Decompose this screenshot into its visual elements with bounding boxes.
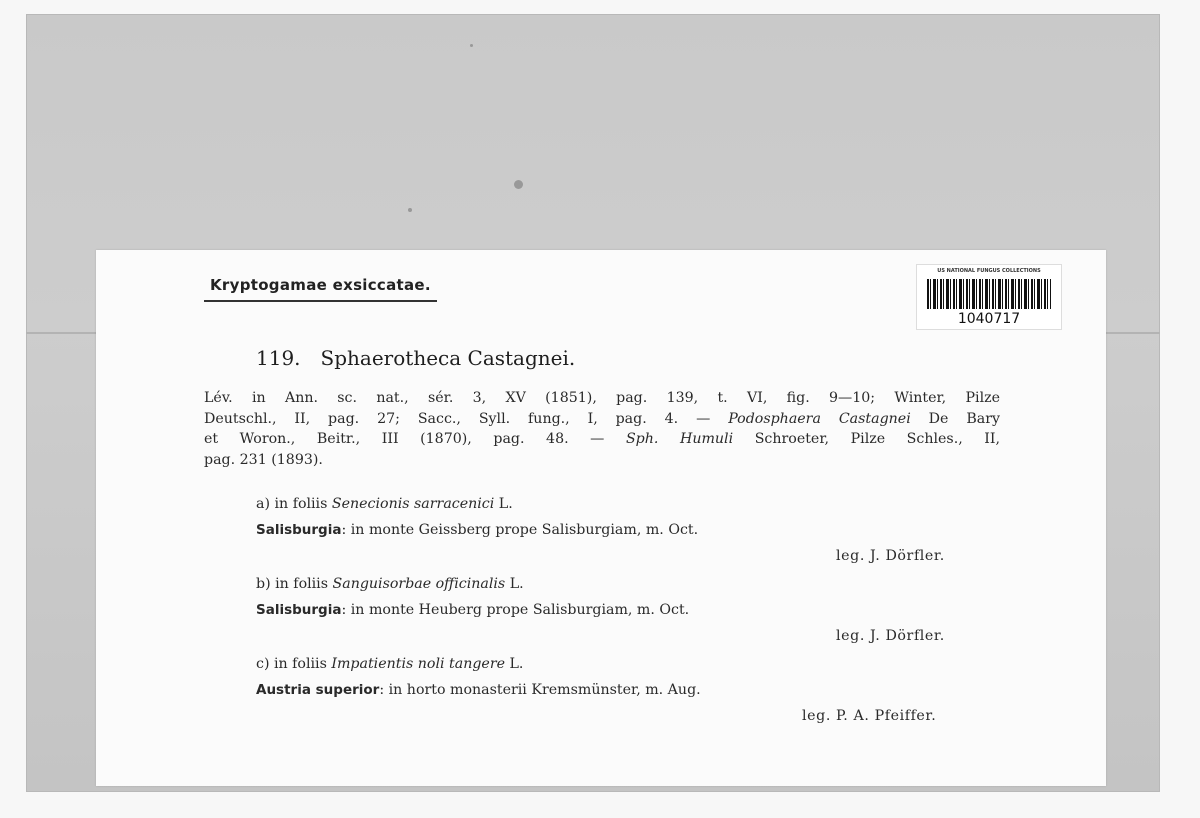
reference-line: Deutschl., II, pag. 27; Sacc., Syll. fung., I, pag. 4. — Podosphaera Castagnei De Bary [204,410,1000,427]
locality-line-b: Salisburgia: in monte Heuberg prope Salisburgiam, m. Oct. [256,602,690,618]
paper-speck [470,44,473,47]
reference-line: Lév. in Ann. sc. nat., sér. 3, XV (1851), pag. 139, t. VI, fig. 9—10; Winter, Pilze [204,390,1000,406]
reference-line: et Woron., Beitr., III (1870), pag. 48. — Sph. Humuli Schroeter, Pilze Schles., II, [204,431,1000,447]
species-name: Sphaerotheca Castagnei. [320,346,576,370]
species-title [256,346,575,370]
locality-line-a: Salisburgia: in monte Geissberg prope Salisburgiam, m. Oct. [256,522,699,538]
barcode-sticker [916,264,1062,330]
collector-c: leg. P. A. Pfeiffer. [802,708,937,724]
locality-line-c: Austria superior: in horto monasterii Kremsmünster, m. Aug. [256,682,701,698]
collector-a: leg. J. Dörfler. [836,548,945,564]
literature-references [204,388,1000,470]
paper-speck [514,180,523,189]
reference-line: pag. 231 (1893). [204,451,323,468]
label-header: Kryptogamae exsiccatae. [204,276,437,302]
barcode-icon [927,279,1051,309]
barcode-number: 1040717 [957,311,1021,327]
host-line-b: b) in foliis Sanguisorbae officinalis L. [256,576,524,592]
species-number: 119. [256,346,301,370]
specimen-label [96,250,1106,786]
barcode-caption: US NATIONAL FUNGUS COLLECTIONS [937,268,1041,274]
host-line-c: c) in foliis Impatientis noli tangere L. [256,656,524,672]
paper-speck [408,208,412,212]
host-line-a: a) in foliis Senecionis sarracenici L. [256,496,513,512]
collector-b: leg. J. Dörfler. [836,628,945,644]
